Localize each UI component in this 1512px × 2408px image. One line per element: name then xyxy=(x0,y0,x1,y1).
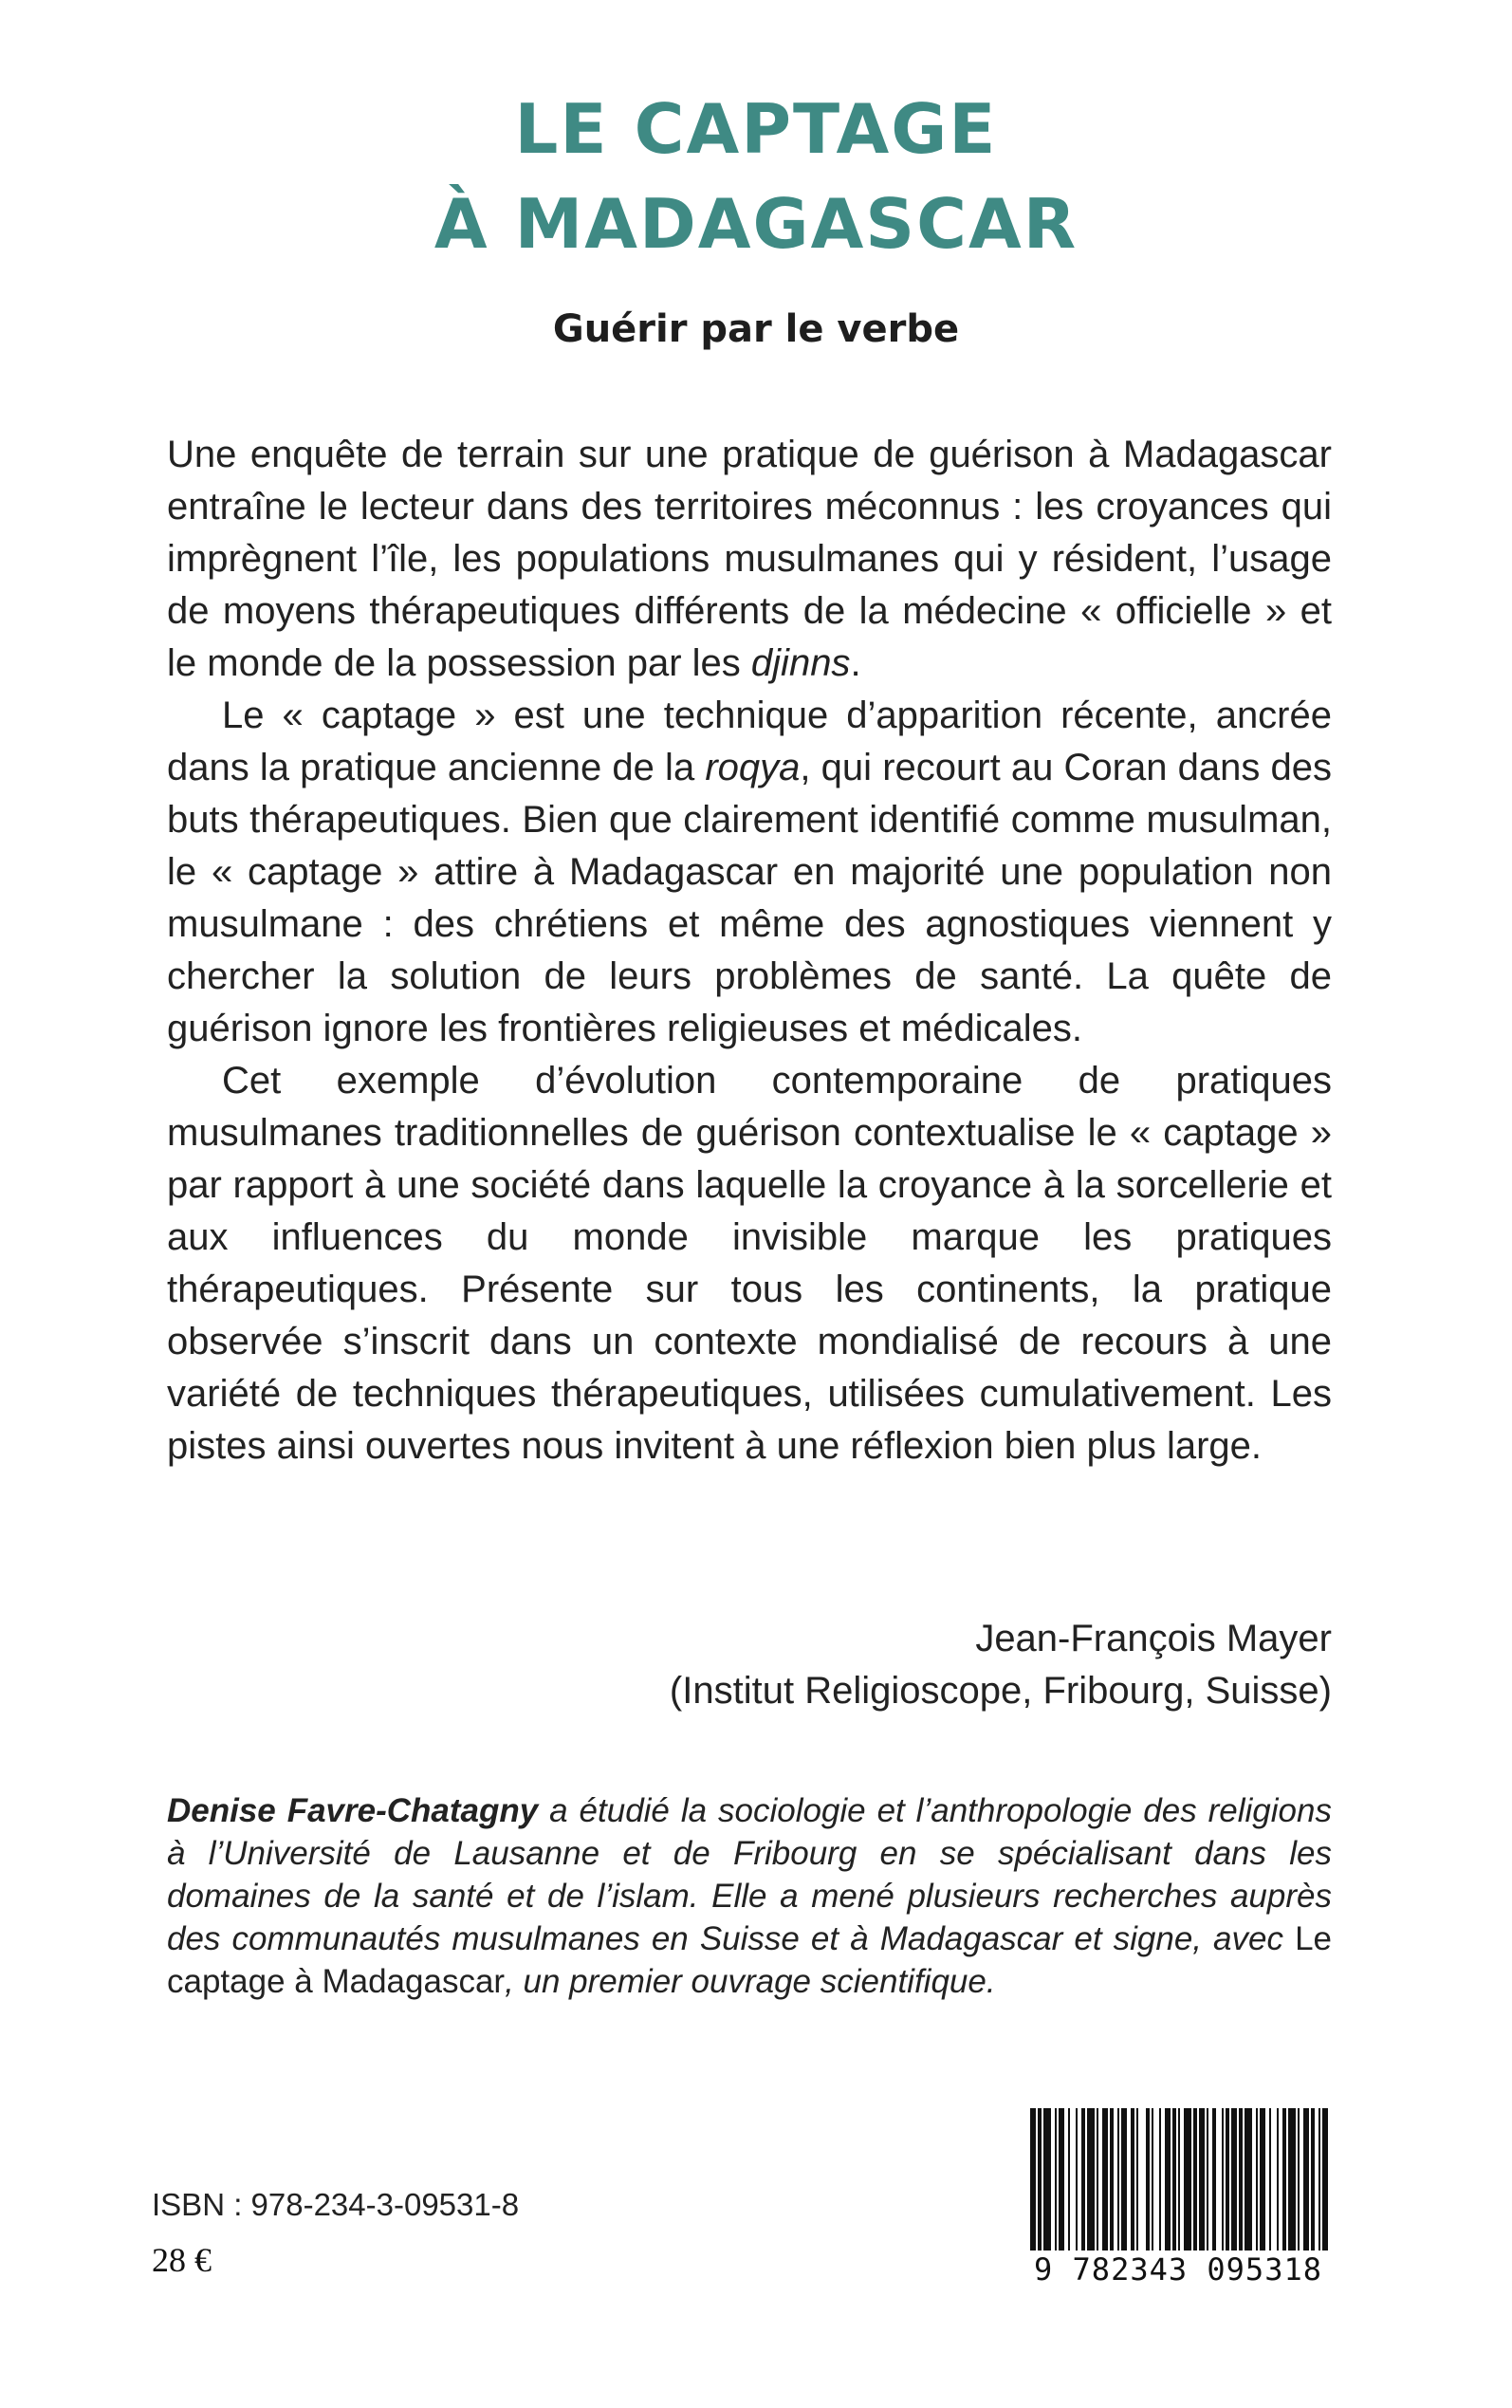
barcode-bar xyxy=(1226,2108,1229,2251)
description-p2-end: , qui recourt au Coran dans des buts thérapeutiques. Bien que clairement identifié comme musulman, le « captage » attire à Madagascar en majorité une population non musulmane : des chrétiens et même des agnostiques viennent y chercher la solution de leurs problèmes de santé. La quête de guérison ignore les frontières religieuses et médicales. xyxy=(167,747,1332,1049)
barcode-bar xyxy=(1059,2108,1064,2251)
barcode-bar xyxy=(1193,2108,1197,2251)
barcode-bar xyxy=(1178,2108,1180,2251)
barcode-bar xyxy=(1184,2108,1191,2251)
description-p2-emphasis: roqya xyxy=(705,747,801,788)
barcode-bar xyxy=(1068,2108,1070,2251)
book-subtitle: Guérir par le verbe xyxy=(552,307,960,351)
barcode-bar xyxy=(1165,2108,1171,2251)
barcode-bar xyxy=(1303,2108,1309,2251)
barcode-bar xyxy=(1311,2108,1315,2251)
description-p1-text: Une enquête de terrain sur une pratique de guérison à Madagascar entraîne le lecteur dans des territoires méconnus : les croyances qui imprègnent l’île, les populations musulmanes qui y résident, l’usage de moyens thérapeutiques différents de la médecine « officielle » et le monde de la possession par les xyxy=(167,434,1332,684)
barcode-bar xyxy=(1038,2108,1042,2251)
description-p1-end: . xyxy=(850,642,861,684)
barcode-bar xyxy=(1318,2108,1320,2251)
barcode-bar xyxy=(1212,2108,1216,2251)
barcode-bar xyxy=(1097,2108,1098,2251)
barcode-bar xyxy=(1131,2108,1134,2251)
barcode-bar xyxy=(1030,2108,1036,2251)
book-title xyxy=(0,82,1512,271)
barcode-bar xyxy=(1245,2108,1252,2251)
author-bio-text: a étudié la sociologie et l’anthropologie des religions à l’Université de Lausanne et de Fribourg en se spécialisant dans les domaines de la santé et de l’islam. Elle a mené plusieurs recherches auprès des communautés musulmanes en Suisse et à Madagascar et signe, avec xyxy=(167,1792,1332,1957)
barcode-digits: 9 782343 095318 xyxy=(1034,2251,1322,2288)
barcode-bar xyxy=(1117,2108,1119,2251)
title-line-2: À MADAGASCAR xyxy=(433,184,1079,264)
barcode-bar xyxy=(1159,2108,1161,2251)
description xyxy=(167,429,1332,1473)
barcode-bar xyxy=(1110,2108,1114,2251)
barcode-bar xyxy=(1207,2108,1208,2251)
signature-name: Jean-François Mayer xyxy=(975,1618,1332,1659)
barcode-bar xyxy=(1288,2108,1296,2251)
author-bio-end: , un premier ouvrage scientifique. xyxy=(505,1963,996,2000)
barcode-bar xyxy=(1322,2108,1328,2251)
barcode-bar xyxy=(1043,2108,1051,2251)
barcode-bar xyxy=(1231,2108,1237,2251)
barcode-bar xyxy=(1136,2108,1138,2251)
barcode-bar xyxy=(1081,2108,1085,2251)
author-name: Denise Favre-Chatagny xyxy=(167,1792,539,1829)
barcode-bar xyxy=(1269,2108,1271,2251)
barcode-bar xyxy=(1172,2108,1176,2251)
signature-affiliation: (Institut Religioscope, Fribourg, Suisse) xyxy=(669,1670,1332,1712)
title-line-1: LE CAPTAGE xyxy=(514,89,998,169)
signature xyxy=(167,1613,1332,1717)
barcode-bar xyxy=(1239,2108,1243,2251)
barcode-bar xyxy=(1055,2108,1057,2251)
author-bio xyxy=(167,1789,1332,2003)
barcode-bar xyxy=(1076,2108,1078,2251)
barcode-bar xyxy=(1102,2108,1108,2251)
barcode-bars xyxy=(1019,2108,1337,2251)
barcode-bar xyxy=(1277,2108,1279,2251)
isbn: ISBN : 978-234-3-09531-8 xyxy=(152,2187,520,2222)
description-paragraph-2 xyxy=(167,690,1332,1055)
barcode-bar xyxy=(1152,2108,1153,2251)
barcode-bar xyxy=(1087,2108,1095,2251)
price: 28 € xyxy=(152,2241,212,2279)
barcode-bar xyxy=(1256,2108,1258,2251)
author-bio-book-title: Le captage à Madagascar xyxy=(167,1920,1332,2000)
barcode-bar xyxy=(1298,2108,1300,2251)
barcode-bar xyxy=(1146,2108,1150,2251)
description-p1-emphasis: djinns xyxy=(750,642,851,684)
description-paragraph-1 xyxy=(167,429,1332,690)
description-p2-text: Le « captage » est une technique d’apparition récente, ancrée dans la pratique ancienne de la xyxy=(167,695,1332,788)
barcode-bar xyxy=(1282,2108,1286,2251)
barcode-bar xyxy=(1199,2108,1205,2251)
barcode-bar xyxy=(1222,2108,1224,2251)
barcode-bar xyxy=(1260,2108,1265,2251)
barcode-bar xyxy=(1121,2108,1127,2251)
description-paragraph-3: Cet exemple d’évolution contemporaine de pratiques musulmanes traditionnelles de guérison contextualise le « captage » par rapport à une société dans laquelle la croyance à la sorcellerie et aux influences du monde invisible marque les pratiques thérapeutiques. Présente sur tous les continents, la pratique observée s’inscrit dans un contexte mondialisé de recours à une variété de techniques thérapeutiques, utilisées cumulativement. Les pistes ainsi ouvertes nous invitent à une réflexion bien plus large. xyxy=(167,1060,1332,1467)
